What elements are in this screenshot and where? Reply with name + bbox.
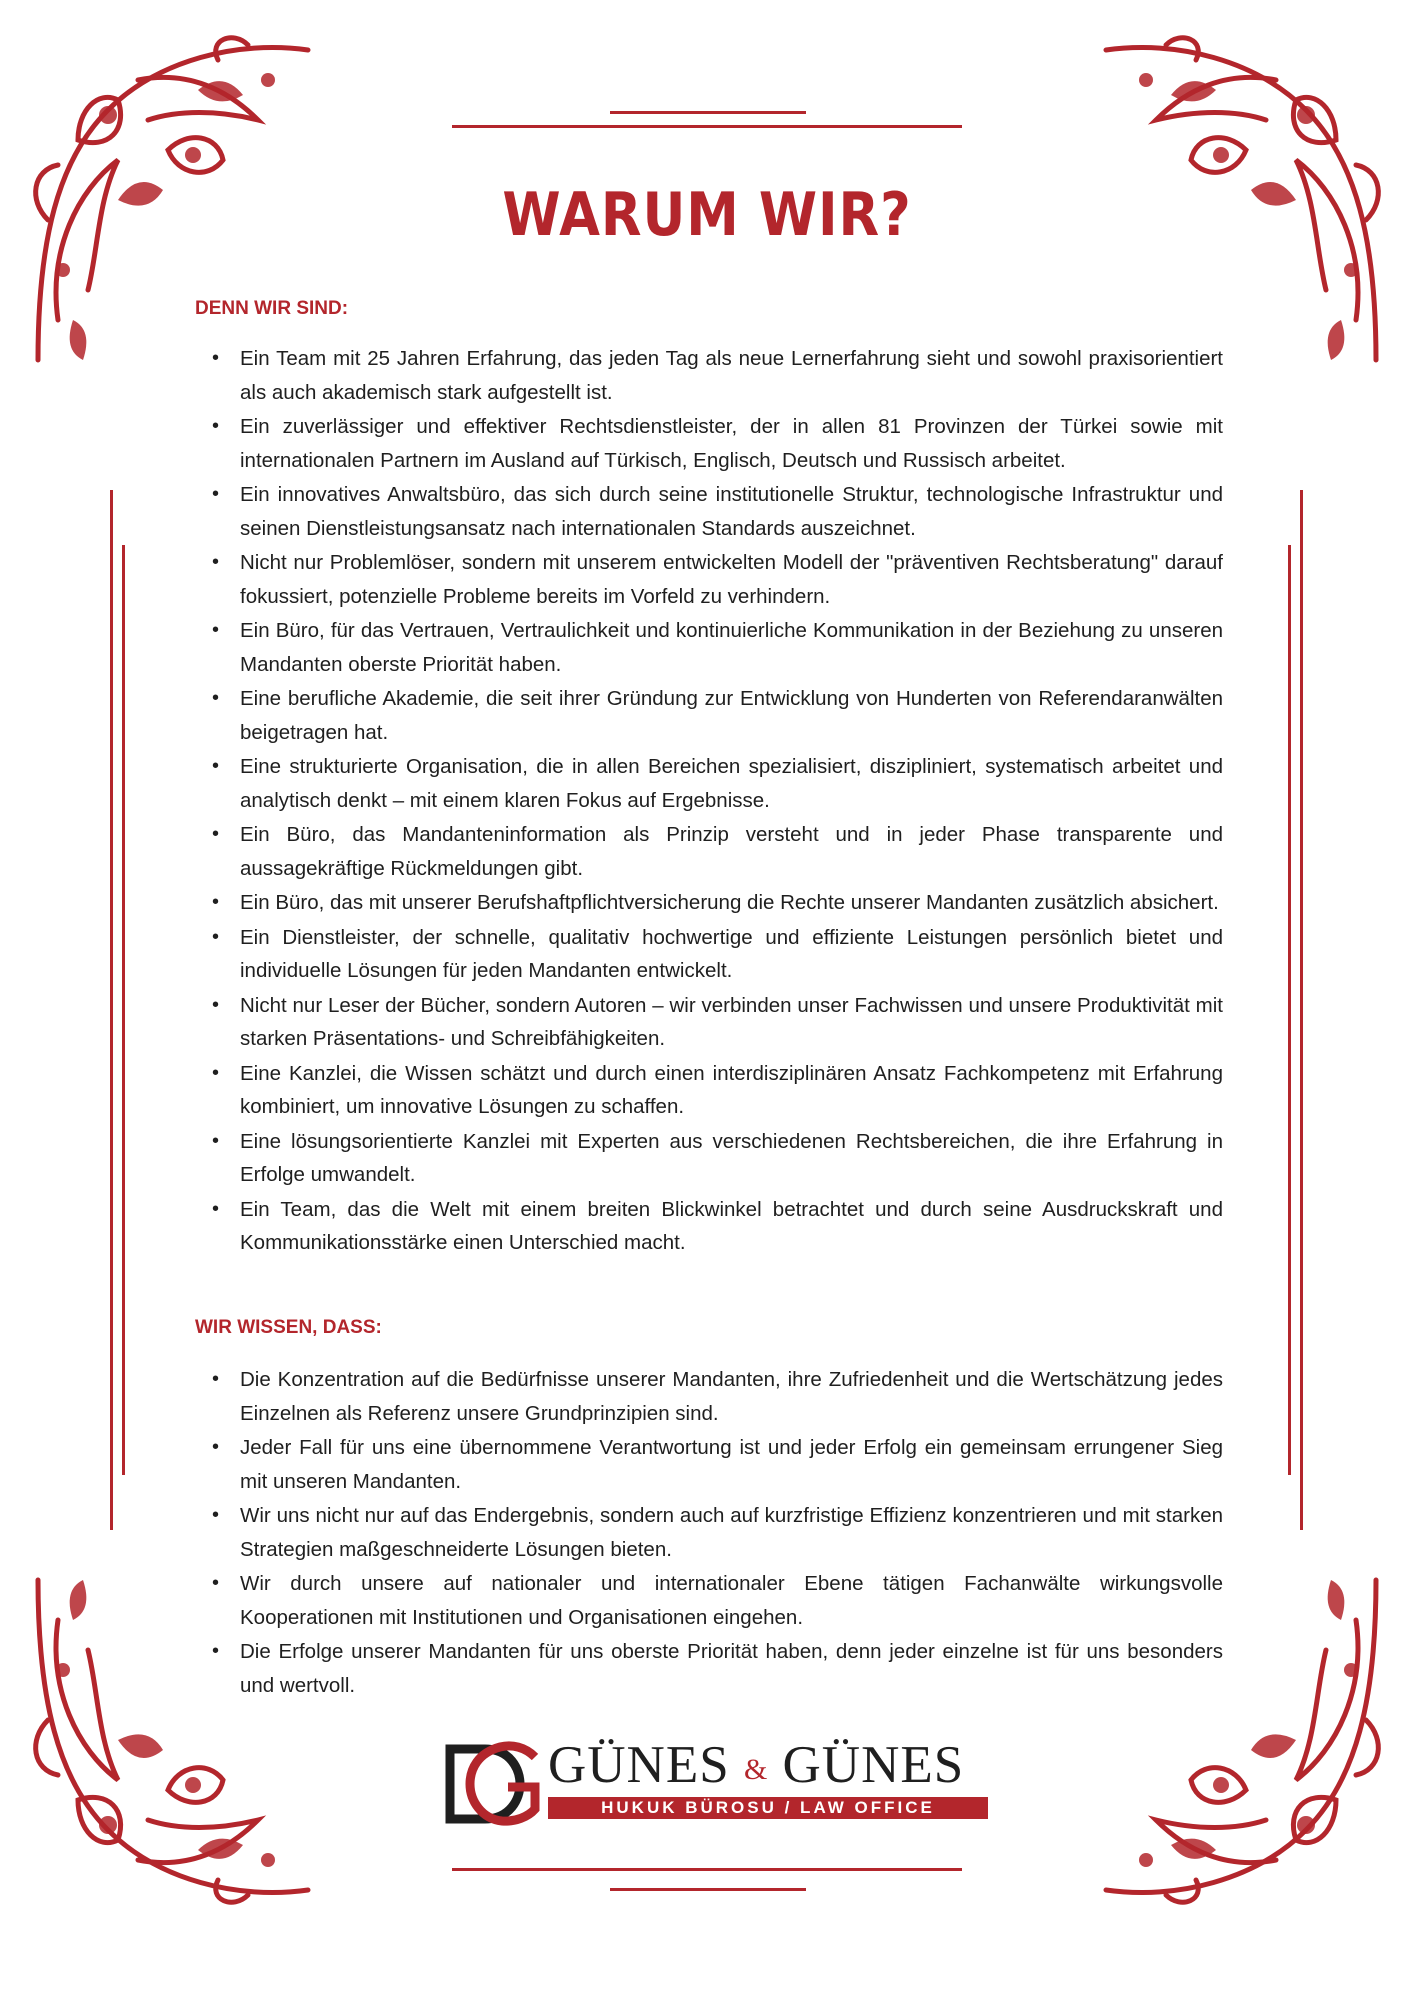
bullet-icon: • [212,687,220,709]
list-item: • Nicht nur Leser der Bücher, sondern Autoren – wir verbinden unser Fachwissen und unsere Produktivität mit starken Präsentations- und Schreibfähigkeiten. [195,989,1223,1056]
list-item: • Jeder Fall für uns eine übernommene Verantwortung ist und jeder Erfolg ein gemeinsam errungener Sieg mit unseren Mandanten. [195,1431,1223,1498]
list-item: • Ein Team, das die Welt mit einem breiten Blickwinkel betrachtet und durch seine Ausdruckskraft und Kommunikationsstärke einen Unterschied macht. [195,1193,1223,1260]
logo-wordmark: GÜNES & GÜNES [548,1736,965,1794]
company-logo [430,1735,990,1835]
bullet-icon: • [212,1572,220,1594]
section-wir-wissen-dass [195,1315,1223,1703]
bullet-icon: • [212,823,220,845]
list-item: • Eine Kanzlei, die Wissen schätzt und durch einen interdisziplinären Ansatz Fachkompetenz mit Erfahrung kombiniert, um innovative Lösungen zu schaffen. [195,1057,1223,1124]
divider [1288,545,1291,1475]
section-denn-wir-sind [195,296,1223,1261]
bullet-icon: • [212,1061,220,1084]
divider [610,111,806,114]
bullet-icon: • [212,1436,220,1458]
list-item: • Eine berufliche Akademie, die seit ihrer Gründung zur Entwicklung von Hunderten von Referendaranwälten beigetragen hat. [195,682,1223,749]
logo-subtitle: HUKUK BÜROSU / LAW OFFICE [548,1797,988,1819]
bullet-icon: • [212,483,220,505]
list-item: • Ein innovatives Anwaltsbüro, das sich durch seine institutionelle Struktur, technologische Infrastruktur und seinen Dienstleistungsansatz nach internationalen Standards auszeichnet. [195,478,1223,545]
bullet-icon: • [212,619,220,641]
bullet-icon: • [212,1197,220,1220]
divider [110,490,113,1530]
divider [452,125,962,128]
list-item: • Ein zuverlässiger und effektiver Rechtsdienstleister, der in allen 81 Provinzen der Türkei sowie mit internationalen Partnern im Ausland auf Türkisch, Englisch, Deutsch und Russisch arbeitet. [195,410,1223,477]
divider [610,1888,806,1891]
bullet-icon: • [212,1368,220,1390]
list-item: • Ein Büro, für das Vertrauen, Vertraulichkeit und kontinuierliche Kommunikation in der Beziehung zu unseren Mandanten oberste Priorität haben. [195,614,1223,681]
bullet-icon: • [212,755,220,777]
list-item: • Ein Dienstleister, der schnelle, qualitativ hochwertige und effiziente Leistungen persönlich bietet und individuelle Lösungen für jeden Mandanten entwickelt. [195,921,1223,988]
bullet-icon: • [212,925,220,948]
section-heading: DENN WIR SIND: [195,298,349,319]
divider [1300,490,1303,1530]
list-item: • Wir durch unsere auf nationaler und internationaler Ebene tätigen Fachanwälte wirkungsvolle Kooperationen mit Institutionen und Organisationen eingehen. [195,1567,1223,1634]
bullet-icon: • [212,1504,220,1526]
list-item: • Eine strukturierte Organisation, die in allen Bereichen spezialisiert, diszipliniert, systematisch arbeitet und analytisch denkt – mit einem klaren Fokus auf Ergebnisse. [195,750,1223,817]
bullet-icon: • [212,1640,220,1662]
bullet-icon: • [212,551,220,573]
list-item: • Wir uns nicht nur auf das Endergebnis, sondern auch auf kurzfristige Effizienz konzentrieren und mit starken Strategien maßgeschneiderte Lösungen bieten. [195,1499,1223,1566]
divider [122,545,125,1475]
section-heading: WIR WISSEN, DASS: [195,1317,382,1338]
list-item: • Die Erfolge unserer Mandanten für uns oberste Priorität haben, denn jeder einzelne ist für uns besonders und wertvoll. [195,1635,1223,1702]
bullet-icon: • [212,993,220,1016]
dg-monogram-icon [440,1739,540,1829]
list-item: • Ein Büro, das Mandanteninformation als Prinzip versteht und in jeder Phase transparente und aussagekräftige Rückmeldungen gibt. [195,818,1223,885]
list-item: • Die Konzentration auf die Bedürfnisse unserer Mandanten, ihre Zufriedenheit und die Wertschätzung jedes Einzelnen als Referenz unsere Grundprinzipien sind. [195,1363,1223,1430]
list-item: • Eine lösungsorientierte Kanzlei mit Experten aus verschiedenen Rechtsbereichen, die ihre Erfahrung in Erfolge umwandelt. [195,1125,1223,1192]
bullet-icon: • [212,415,220,437]
bullet-list [195,342,1223,1260]
divider [452,1868,962,1871]
bullet-icon: • [212,1129,220,1152]
list-item: • Ein Team mit 25 Jahren Erfahrung, das jeden Tag als neue Lernerfahrung sieht und sowohl praxisorientiert als auch akademisch stark aufgestellt ist. [195,342,1223,409]
page-title: WARUM WIR? [502,180,912,250]
list-item: • Ein Büro, das mit unserer Berufshaftpflichtversicherung die Rechte unserer Mandanten zusätzlich absichert. [195,886,1223,920]
bullet-list [195,1363,1223,1702]
list-item: • Nicht nur Problemlöser, sondern mit unserem entwickelten Modell der "präventiven Rechtsberatung" darauf fokussiert, potenzielle Probleme bereits im Vorfeld zu verhindern. [195,546,1223,613]
bullet-icon: • [212,347,220,369]
bullet-icon: • [212,891,220,913]
